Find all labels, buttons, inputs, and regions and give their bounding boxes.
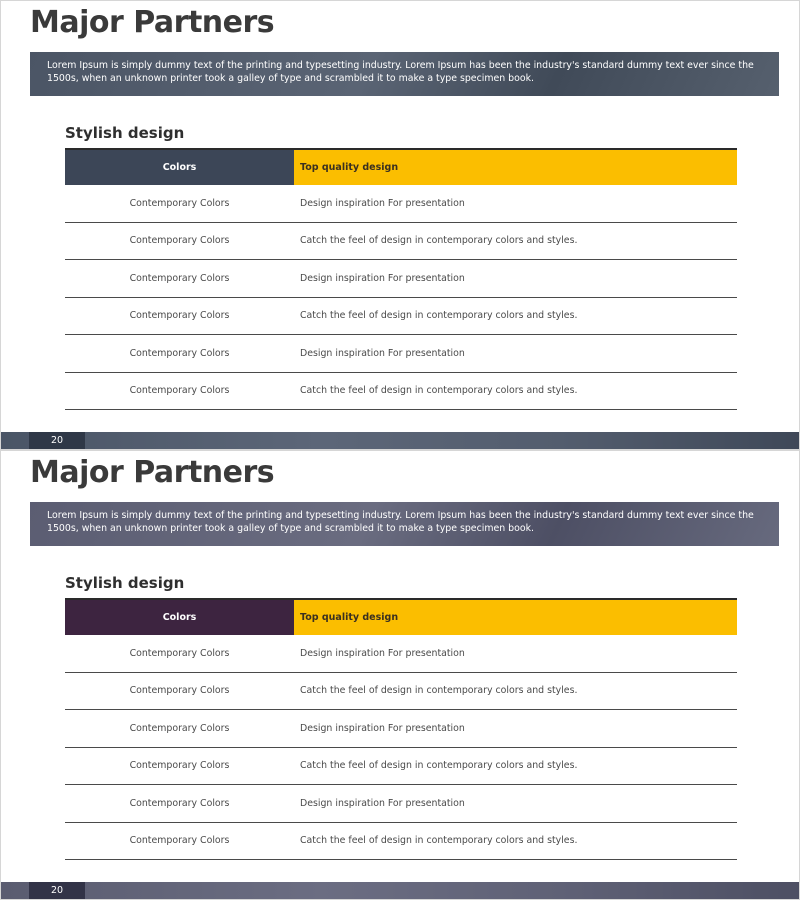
design-table (65, 148, 737, 410)
table-row (65, 260, 737, 298)
table-row (65, 635, 737, 673)
table-header (65, 598, 737, 635)
slide-2 (0, 450, 800, 900)
table-cell: Design inspiration For presentation (300, 647, 465, 659)
table-row (65, 223, 737, 261)
table-cell: Design inspiration For presentation (300, 722, 465, 734)
slide-footer (1, 882, 800, 899)
table-row (65, 748, 737, 786)
table-cell: Contemporary Colors (129, 385, 230, 397)
table-cell: Contemporary Colors (129, 647, 230, 659)
section-subtitle: Stylish design (65, 124, 185, 142)
table-cell: Catch the feel of design in contemporary colors and styles. (300, 235, 578, 247)
table-cell: Contemporary Colors (129, 835, 230, 847)
page-number: 20 (29, 882, 85, 899)
header-top-quality-design: Top quality design (294, 150, 737, 185)
table-cell: Design inspiration For presentation (300, 347, 465, 359)
table-cell: Design inspiration For presentation (300, 797, 465, 809)
table-row (65, 823, 737, 861)
design-table (65, 598, 737, 860)
header-colors: Colors (65, 600, 294, 635)
table-row (65, 373, 737, 411)
page-number: 20 (29, 432, 85, 449)
table-cell: Catch the feel of design in contemporary colors and styles. (300, 385, 578, 397)
slide-title: Major Partners (30, 5, 275, 40)
table-cell: Design inspiration For presentation (300, 272, 465, 284)
section-subtitle: Stylish design (65, 574, 185, 592)
table-cell: Contemporary Colors (129, 197, 230, 209)
table-cell: Contemporary Colors (129, 722, 230, 734)
header-colors: Colors (65, 150, 294, 185)
table-cell: Contemporary Colors (129, 685, 230, 697)
table-cell: Contemporary Colors (129, 272, 230, 284)
table-cell: Catch the feel of design in contemporary colors and styles. (300, 835, 578, 847)
intro-banner: Lorem Ipsum is simply dummy text of the printing and typesetting industry. Lorem Ipsum has been the industry's standard dummy text ever since the 1500s, when an unknown printer took a galley of type and scrambled it to make a type specimen book. (30, 502, 779, 546)
table-row (65, 185, 737, 223)
slide-title: Major Partners (30, 455, 275, 490)
table-header (65, 148, 737, 185)
table-row (65, 673, 737, 711)
table-row (65, 335, 737, 373)
table-cell: Catch the feel of design in contemporary colors and styles. (300, 685, 578, 697)
header-top-quality-design: Top quality design (294, 600, 737, 635)
intro-banner: Lorem Ipsum is simply dummy text of the printing and typesetting industry. Lorem Ipsum has been the industry's standard dummy text ever since the 1500s, when an unknown printer took a galley of type and scrambled it to make a type specimen book. (30, 52, 779, 96)
table-row (65, 710, 737, 748)
table-cell: Design inspiration For presentation (300, 197, 465, 209)
slide-footer (1, 432, 800, 449)
table-cell: Contemporary Colors (129, 310, 230, 322)
table-row (65, 298, 737, 336)
table-cell: Contemporary Colors (129, 235, 230, 247)
table-cell: Catch the feel of design in contemporary colors and styles. (300, 310, 578, 322)
table-cell: Contemporary Colors (129, 760, 230, 772)
table-cell: Contemporary Colors (129, 347, 230, 359)
table-cell: Catch the feel of design in contemporary colors and styles. (300, 760, 578, 772)
table-row (65, 785, 737, 823)
table-cell: Contemporary Colors (129, 797, 230, 809)
